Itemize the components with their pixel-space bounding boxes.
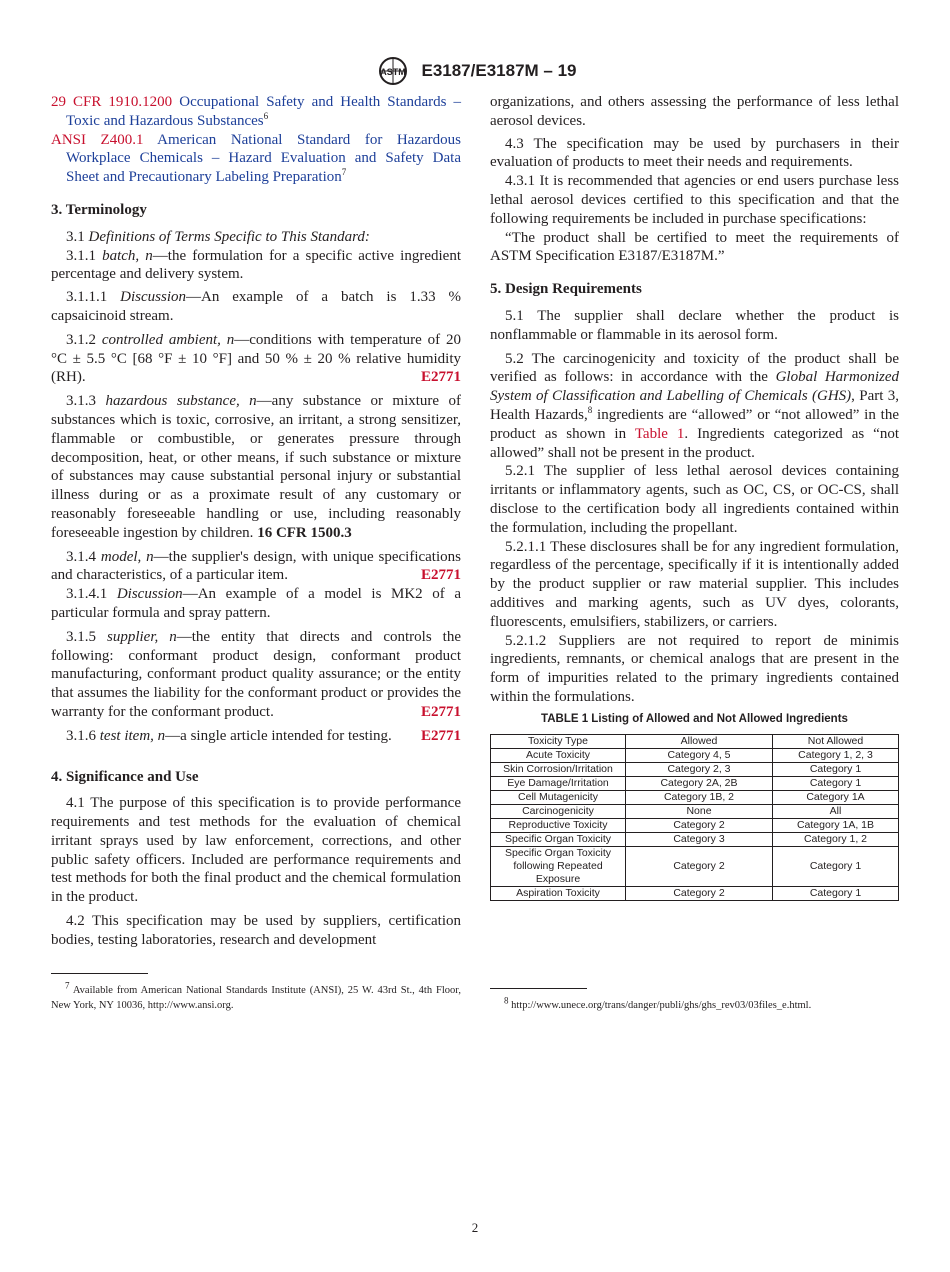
paragraph-4-1: 4.1 The purpose of this specification is to provide performance requirements and test methods for the evaluation of chemical irritant sprays used by law enforcement, corrections, and other public safety officers. Included are performance requirements and test methods for both the final product and the chemical formulation in the product. xyxy=(51,795,461,906)
table-cell: Category 2 xyxy=(626,818,773,832)
table-cell: Category 1B, 2 xyxy=(626,790,773,804)
table-cell: Category 1 xyxy=(773,776,899,790)
table-row xyxy=(491,762,899,776)
table-cell: Category 1, 2, 3 xyxy=(773,748,899,762)
paragraph-4-2-continued: organizations, and others assessing the performance of less lethal aerosol devices. xyxy=(490,94,899,129)
table-header-row xyxy=(491,734,899,748)
table-cell: Category 2 xyxy=(626,886,773,900)
table-cell: Category 1 xyxy=(773,886,899,900)
standard-reference-link[interactable]: E2771 xyxy=(420,727,461,744)
document-designation: E3187/E3187M – 19 xyxy=(421,61,577,80)
table-cell: Category 1 xyxy=(773,762,899,776)
paragraph-4-3: 4.3 The specification may be used by purchasers in their evaluation of products to meet their needs and requirements. xyxy=(490,135,899,171)
table-header-cell: Toxicity Type xyxy=(491,734,626,748)
table-header-cell: Not Allowed xyxy=(773,734,899,748)
section-heading-significance: 4. Significance and Use xyxy=(51,768,199,785)
table-row xyxy=(491,748,899,762)
paragraph-5-2-1-2: 5.2.1.2 Suppliers are not required to report de minimis ingredients, remnants, or chemical analogs that are present in the form of impurities related to the primary ingredients contained within the formulations. xyxy=(490,632,899,705)
table-cell: Category 2 xyxy=(626,846,773,886)
paragraph-5-2-1-1: 5.2.1.1 These disclosures shall be for any ingredient formulation, regardless of the percentage, specifically if it is intentionally added by the product supplier or raw material supplier. This includes additives and marking agents, such as UV dyes, colorants, fluorescents, emulsifiers, stabilizers, or carriers. xyxy=(490,538,899,630)
table-cell: Category 1, 2 xyxy=(773,832,899,846)
svg-text:ASTM: ASTM xyxy=(380,67,407,77)
footnote-8: 8 http://www.unece.org/trans/danger/publi/ghs/ghs_rev03/03files_e.html. xyxy=(504,995,812,1011)
table-cell: Category 4, 5 xyxy=(626,748,773,762)
paragraph-3-1-4: 3.1.4 model, n—the supplier's design, with unique specifications and characteristics, of a particular item. E2771 xyxy=(51,548,461,584)
table-cell: Carcinogenicity xyxy=(491,804,626,818)
table-cell: Category 1A, 1B xyxy=(773,818,899,832)
paragraph-5-2: 5.2 The carcinogenicity and toxicity of the product shall be verified as follows: in accordance with the Global Harmonized System of Classification and Labelling of Chemicals (GHS), Part 3, Health Hazards,$^8$ ingredients are “allowed” or “not allowed” in the product as shown in Table 1. Ingredients categorized as “not allowed” shall not be present in the product. xyxy=(490,350,899,461)
table-cell: Category 2A, 2B xyxy=(626,776,773,790)
footnote-marker: 8 xyxy=(587,404,593,415)
table-row xyxy=(491,886,899,900)
section-heading-design-requirements: 5. Design Requirements xyxy=(490,281,642,298)
table-row xyxy=(491,790,899,804)
table-row xyxy=(491,818,899,832)
table-title: TABLE 1 Listing of Allowed and Not Allowed Ingredients xyxy=(541,712,848,725)
section-heading-terminology: 3. Terminology xyxy=(51,201,147,218)
footnote-url-link[interactable]: http://www.unece.org/trans/danger/publi/ghs/ghs_rev03/03files_e.html. xyxy=(511,1000,812,1011)
left-column xyxy=(51,93,461,950)
paragraph-3-1-1-1: 3.1.1.1 Discussion—An example of a batch is 1.33 % capsaicinoid stream. xyxy=(51,289,461,324)
footnote-marker: 7 xyxy=(341,167,347,178)
paragraph-4-3-1: 4.3.1 It is recommended that agencies or end users purchase less lethal aerosol devices certified to this specification and that the following requirements be included in purchase specifications: xyxy=(490,173,899,227)
paragraph-3-1-3: 3.1.3 hazardous substance, n—any substance or mixture of substances which is toxic, corrosive, an irritant, a strong sensitizer, flammable or combustible, or generates pressure through decomposition, heat, or other means, if such substance or mixture of substances may cause substantial personal injury or substantial illness during or as a proximate result of any customary or reasonably foreseeable handling or use, including reasonably foreseeable ingestion by children. 16 CFR 1500.3 xyxy=(51,393,462,541)
table-cell: Acute Toxicity xyxy=(491,748,626,762)
table-row xyxy=(491,832,899,846)
table-cell: Specific Organ Toxicity following Repeated Exposure xyxy=(491,846,626,886)
table-1-link[interactable]: Table 1 xyxy=(634,425,685,442)
reference-ansi xyxy=(51,131,461,187)
paragraph-4-2: 4.2 This specification may be used by suppliers, certification bodies, testing laboratories, research and development xyxy=(51,913,461,948)
table-cell: Aspiration Toxicity xyxy=(491,886,626,900)
paragraph-3-1-1: 3.1.1 batch, n—the formulation for a specific active ingredient percentage and delivery system. xyxy=(51,247,461,283)
footnote-marker: 6 xyxy=(263,110,269,121)
quoted-requirement: “The product shall be certified to meet the requirements of ASTM Specification E3187/E3187M.” xyxy=(490,229,899,265)
table-cell: Reproductive Toxicity xyxy=(491,818,626,832)
table-row xyxy=(491,804,899,818)
ingredients-table xyxy=(490,734,899,901)
reference-code-link[interactable]: ANSI Z400.1 xyxy=(51,131,144,148)
footnote-divider xyxy=(490,988,587,989)
standard-reference: 16 CFR 1500.3 xyxy=(257,524,352,541)
footnote-7: 7 Available from American National Standards Institute (ANSI), 25 W. 43rd St., 4th Floor, New York, NY 10036, http://www.ansi.org. xyxy=(51,980,461,1011)
paragraph-3-1: 3.1 Definitions of Terms Specific to This Standard: xyxy=(66,228,370,245)
paragraph-3-1-6: 3.1.6 test item, n—a single article intended for testing. E2771 xyxy=(66,727,461,744)
table-row xyxy=(491,776,899,790)
page-number: 2 xyxy=(471,1220,479,1235)
paragraph-3-1-2: 3.1.2 controlled ambient, n—conditions with temperature of 20 °C ± 5.5 °C [68 °F ± 10 °F] and 50 % ± 20 % relative humidity (RH). E2771 xyxy=(51,331,461,386)
table-cell: Cell Mutagenicity xyxy=(491,790,626,804)
footnote-divider xyxy=(51,973,148,974)
page-header xyxy=(0,56,950,86)
table-cell: Category 3 xyxy=(626,832,773,846)
standard-reference-link[interactable]: E2771 xyxy=(420,567,461,584)
paragraph-3-1-4-1: 3.1.4.1 Discussion—An example of a model is MK2 of a particular formula and spray pattern. xyxy=(51,586,461,621)
paragraph-5-2-1: 5.2.1 The supplier of less lethal aerosol devices containing irritants or inflammatory agents, such as OC, CS, or OC-CS, shall disclose to the certification body all ingredients contained within the formulation, including the propellant. xyxy=(490,463,899,536)
table-cell: Category 2, 3 xyxy=(626,762,773,776)
paragraph-3-1-5: 3.1.5 supplier, n—the entity that directs and controls the following: conformant product design, conformant product manufacturing, conformant product quality assurance; or the entity that assumes the liability for the conformant product or provides the warranty for the conformant product. E2771 xyxy=(51,628,461,720)
table-cell: Category 1A xyxy=(773,790,899,804)
reference-title-link[interactable]: Occupational Safety and Health Standards – Toxic and Hazardous Substances xyxy=(66,94,462,129)
reference-code-link[interactable]: 29 CFR 1910.1200 xyxy=(51,94,173,110)
table-header-cell: Allowed xyxy=(626,734,773,748)
right-column xyxy=(490,93,899,901)
reference-title-link[interactable]: American National Standard for Hazardous Workplace Chemicals – Hazard Evaluation and Safety Data Sheet and Precautionary Labeling Preparation xyxy=(66,131,461,186)
table-cell: Skin Corrosion/Irritation xyxy=(491,762,626,776)
table-cell: Eye Damage/Irritation xyxy=(491,776,626,790)
standard-reference-link[interactable]: E2771 xyxy=(420,703,461,720)
paragraph-5-1: 5.1 The supplier shall declare whether the product is nonflammable or flammable in its aerosol form. xyxy=(490,307,899,343)
table-cell: None xyxy=(626,804,773,818)
table-cell: Specific Organ Toxicity xyxy=(491,832,626,846)
astm-logo-icon xyxy=(373,56,413,86)
reference-29cfr xyxy=(51,93,461,131)
standard-reference-link[interactable]: E2771 xyxy=(420,369,461,386)
table-row xyxy=(491,846,899,886)
table-cell: All xyxy=(773,804,899,818)
table-cell: Category 1 xyxy=(773,846,899,886)
